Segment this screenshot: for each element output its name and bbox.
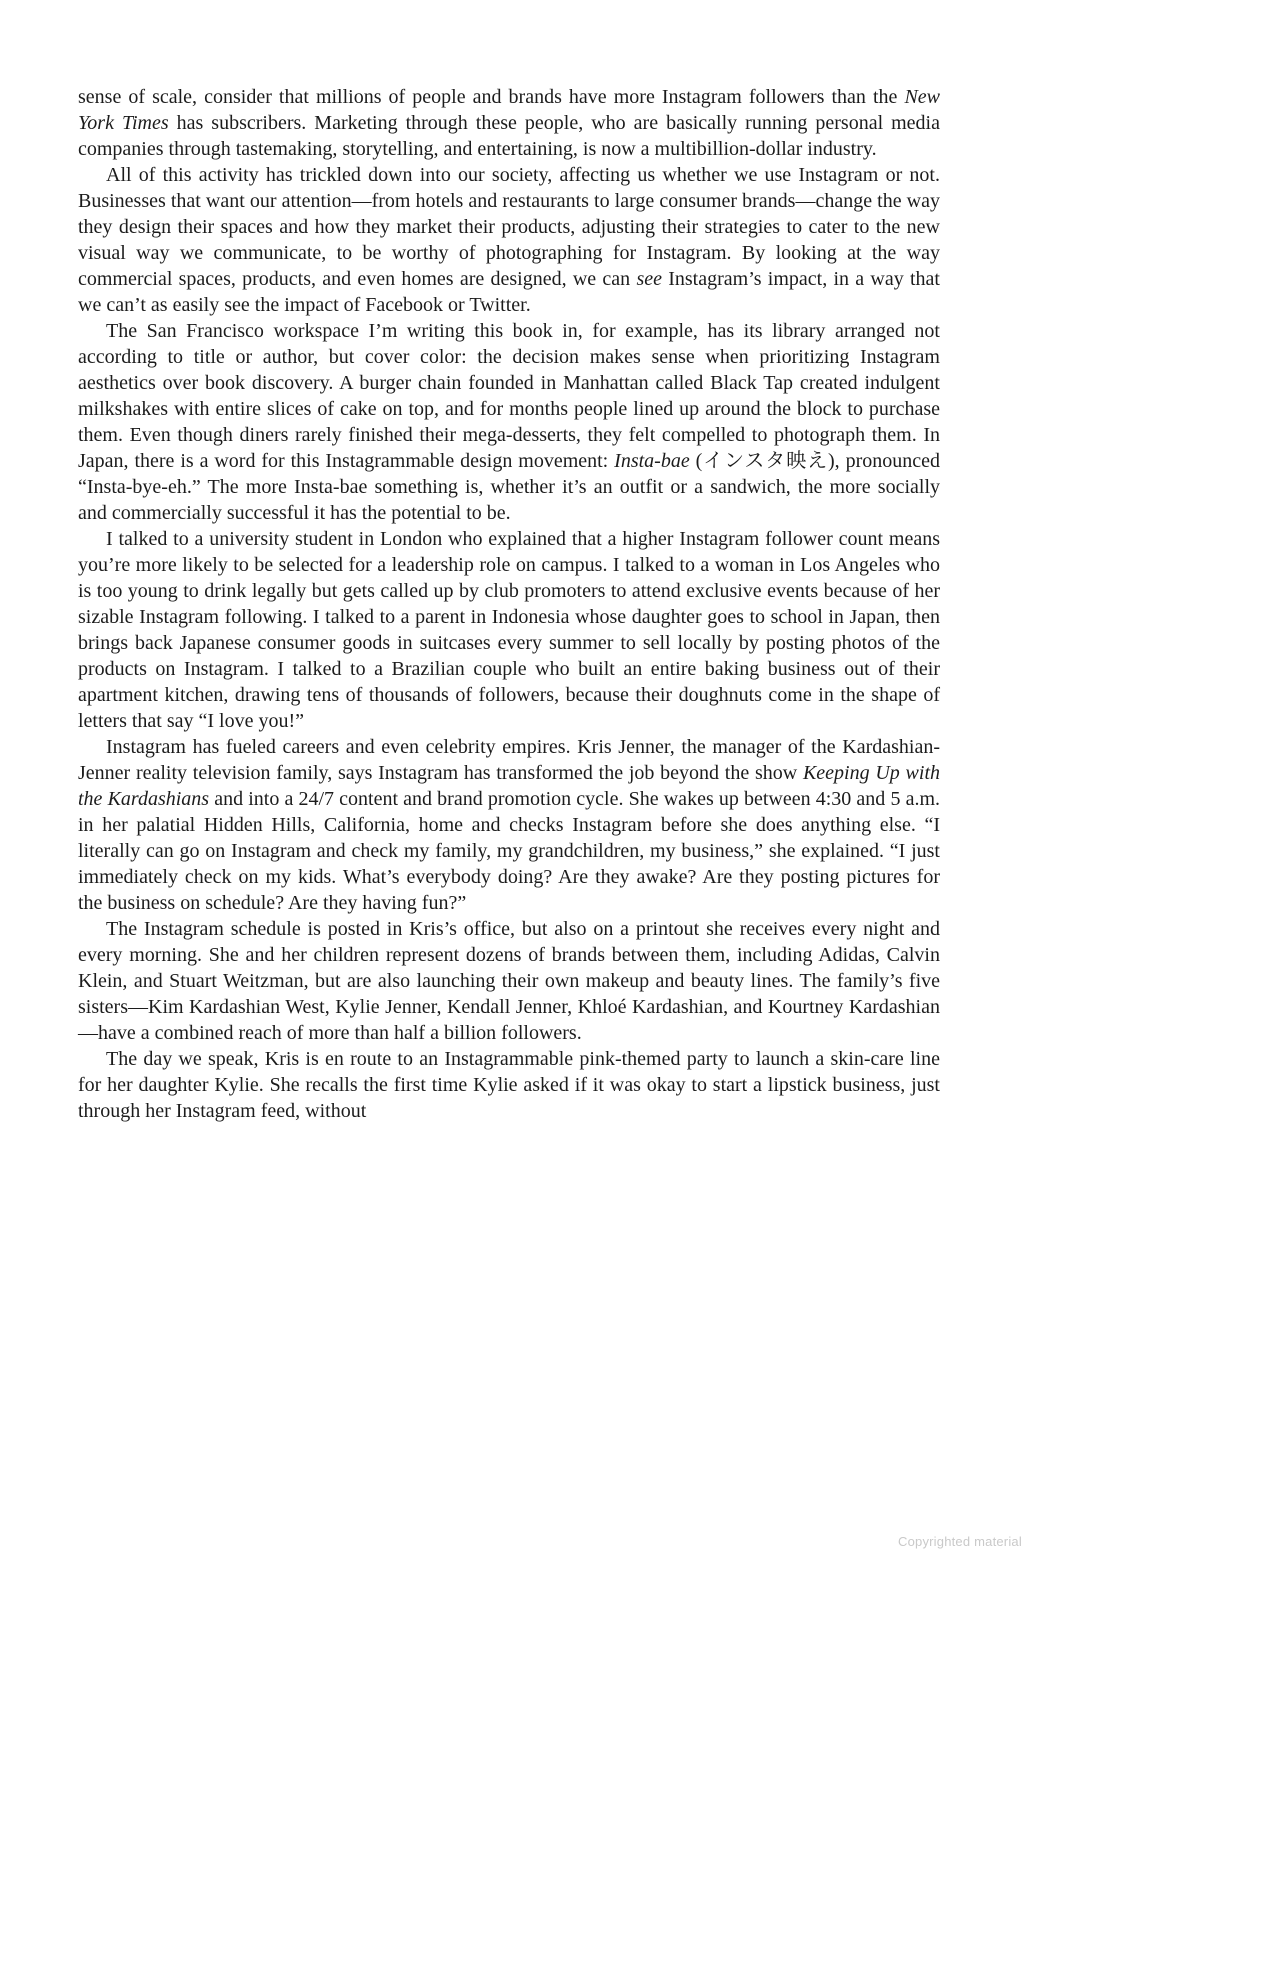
paragraph [78,1046,940,1124]
text-segment: All of this activity has trickled down into our society, affecting us whether we use Instagram or not. Businesses that want our attention—from hotels and restaurants to large consumer brands—change the way they design their spaces and how they market their products, adjusting their strategies to cater to the new visual way we communicate, to be worthy of photographing for Instagram. By looking at the way commercial spaces, products, and even homes are designed, we can [78,164,940,290]
paragraph [78,318,940,526]
paragraph [78,734,940,916]
text-segment: The San Francisco workspace I’m writing this book in, for example, has its library arranged not according to title or author, but cover color: the decision makes sense when prioritizing Instagram aesthetics over book discovery. A burger chain founded in Manhattan called Black Tap created indulgent milkshakes with entire slices of cake on top, and for months people lined up around the block to purchase them. Even though diners rarely finished their mega-desserts, they felt compelled to photograph them. In Japan, there is a word for this Instagrammable design movement: [78,320,940,472]
paragraph [78,916,940,1046]
text-segment: Instagram’s impact, in a way that we can’t as easily see the impact of Facebook or Twitter. [78,268,940,316]
text-segment: sense of scale, consider that millions of people and brands have more Instagram followers than the [78,86,905,108]
paragraph [78,162,940,318]
text-segment: The day we speak, Kris is en route to an Instagrammable pink-themed party to launch a skin-care line for her daughter Kylie. She recalls the first time Kylie asked if it was okay to start a lipstick business, just through her Instagram feed, without [78,1048,940,1122]
italic-text-segment: Insta-bae [614,450,690,472]
text-segment: (インスタ映え), pronounced “Insta-bye-eh.” The more Insta-bae something is, whether it’s an outfit or a sandwich, the more socially and commercially successful it has the potential to be. [78,450,940,524]
italic-text-segment: New York Times [78,86,940,134]
paragraph [78,526,940,734]
paragraph [78,84,940,162]
text-segment: has subscribers. Marketing through these people, who are basically running personal media companies through tastemaking, storytelling, and entertaining, is now a multibillion-dollar industry. [78,112,940,160]
text-segment: I talked to a university student in London who explained that a higher Instagram follower count means you’re more likely to be selected for a leadership role on campus. I talked to a woman in Los Angeles who is too young to drink legally but gets called up by club promoters to attend exclusive events because of her sizable Instagram following. I talked to a parent in Indonesia whose daughter goes to school in Japan, then brings back Japanese consumer goods in suitcases every summer to sell locally by posting photos of the products on Instagram. I talked to a Brazilian couple who built an entire baking business out of their apartment kitchen, drawing tens of thousands of followers, because their doughnuts come in the shape of letters that say “I love you!” [78,528,940,732]
text-segment: and into a 24/7 content and brand promotion cycle. She wakes up between 4:30 and 5 a.m. in her palatial Hidden Hills, California, home and checks Instagram before she does anything else. “I literally can go on Instagram and check my family, my grandchildren, my business,” she explained. “I just immediately check on my kids. What’s everybody doing? Are they awake? Are they posting pictures for the business on schedule? Are they having fun?” [78,788,941,914]
text-segment: Instagram has fueled careers and even celebrity empires. Kris Jenner, the manager of the Kardashian-Jenner reality television family, says Instagram has transformed the job beyond the show [78,736,940,784]
copyright-watermark: Copyrighted material [898,1534,1022,1549]
page-text [78,84,940,1124]
italic-text-segment: Keeping Up with the Kardashians [78,762,941,810]
text-segment: The Instagram schedule is posted in Kris’s office, but also on a printout she receives every night and every morning. She and her children represent dozens of brands between them, including Adidas, Calvin Klein, and Stuart Weitzman, but are also launching their own makeup and beauty lines. The family’s five sisters—Kim Kardashian West, Kylie Jenner, Kendall Jenner, Khloé Kardashian, and Kourtney Kardashian—have a combined reach of more than half a billion followers. [78,918,940,1044]
italic-text-segment: see [636,268,662,290]
